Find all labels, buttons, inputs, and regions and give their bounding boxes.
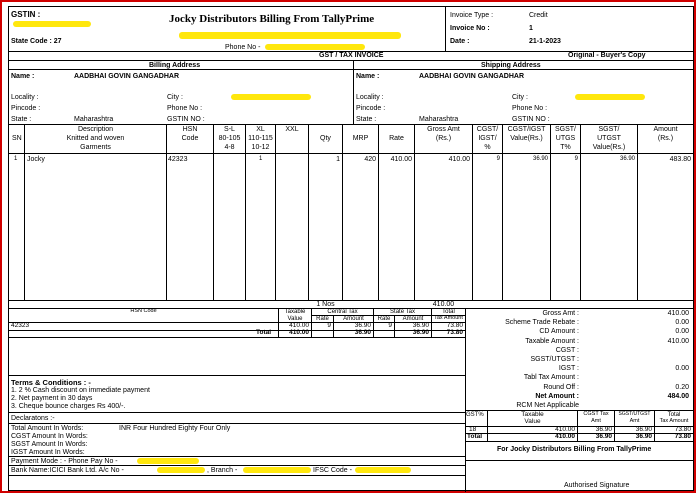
hsn-central: Central Tax	[327, 309, 358, 315]
hsn-row-taxable: 410.00	[289, 322, 309, 329]
invoice	[8, 6, 694, 491]
hsn-srate: Rate	[377, 316, 391, 322]
col-sl-3: 4-8	[224, 144, 235, 151]
gst-cgst-header: CGST Tax	[583, 411, 609, 417]
billing-heading: Billing Address	[149, 62, 201, 69]
summary-value: 0.00	[675, 319, 689, 327]
hsn-total-label: Total	[256, 329, 272, 336]
terms-line-2: 2. Net payment in 30 days	[11, 395, 93, 402]
summary-label: Net Amount :	[535, 392, 579, 400]
col-cval: CGST/IGST	[507, 126, 546, 133]
hsn-crate: Rate	[316, 316, 329, 322]
gstin-label: GSTIN :	[11, 10, 41, 19]
col-cgst-3: %	[484, 144, 491, 151]
gst-pct-header: GST%	[466, 412, 484, 418]
gst-row-pct: 18	[469, 426, 477, 433]
col-sn: SN	[12, 135, 22, 142]
total-gross: 410.00	[432, 301, 455, 308]
hsn-total-samt: 36.90	[412, 329, 429, 336]
billing-state-label: State :	[11, 116, 32, 123]
summary-value: 0.00	[675, 328, 689, 336]
hsn-row-code: 42323	[11, 322, 30, 329]
total-words-label: Total Amount In Words:	[11, 425, 84, 432]
col-rate: Rate	[389, 135, 404, 142]
invoice-no-label: Invoice No :	[450, 25, 490, 32]
ifsc-code: IFSC Code -	[313, 467, 352, 474]
col-desc: Description	[77, 126, 113, 133]
item-cgst-pct: 9	[496, 156, 500, 162]
hsn-row-samt: 36.90	[412, 322, 429, 329]
shipping-name-label: Name :	[356, 73, 380, 80]
declaration-heading: Declaratons :-	[11, 415, 55, 422]
col-sgst: SGST/	[554, 126, 576, 133]
phone-label: Phone No -	[225, 44, 261, 51]
hsn-camt: Amount	[343, 316, 364, 322]
col-sval: SGST/	[598, 126, 620, 133]
hsn-taxamt: Tax Amount	[434, 315, 463, 321]
item-sn: 1	[14, 156, 18, 162]
date: 21-1-2023	[529, 38, 561, 45]
col-amount-2: (Rs.)	[657, 135, 674, 142]
col-sl-2: 80-105	[218, 135, 241, 142]
item-sgst-val: 36.90	[619, 156, 635, 162]
redaction	[575, 94, 645, 100]
invoice-type: Credit	[529, 12, 548, 19]
col-qty: Qty	[320, 135, 331, 142]
hsn-code-header: HSN Code	[130, 308, 157, 314]
hsn-total-camt: 36.90	[354, 329, 371, 336]
col-xl: XL	[256, 126, 265, 133]
gst-cgst-header-2: Amt	[591, 418, 601, 424]
gst-total-total: 73.80	[674, 433, 691, 440]
gst-total-sgst: 36.90	[635, 433, 652, 440]
summary-label: Tabl Tax Amount :	[523, 374, 579, 382]
hsn-total-total: 73.80	[446, 329, 463, 336]
gst-taxable-header-2: Value	[524, 418, 541, 425]
summary-value: 0.20	[675, 383, 689, 391]
payment-mode: Payment Mode : - Phone Pay No -	[11, 458, 118, 465]
redaction	[157, 467, 205, 473]
hsn-row-camt: 36.90	[354, 322, 371, 329]
company-title: Jocky Distributors Billing From TallyPrime	[169, 13, 375, 25]
gst-total-label: Total	[467, 433, 483, 440]
item-rate: 410.00	[390, 156, 412, 163]
item-amount: 483.80	[669, 156, 691, 163]
invoice-no: 1	[529, 25, 533, 32]
shipping-locality-label: Locality :	[356, 94, 384, 101]
bank-name: Bank Name:ICICI Bank Ltd. A/c No -	[11, 467, 124, 474]
col-amount: Amount	[653, 126, 678, 133]
col-sl: S-L	[224, 126, 235, 133]
item-desc: Jocky	[27, 156, 45, 163]
col-gross-2: (Rs.)	[435, 135, 452, 142]
summary-label: CD Amount :	[539, 328, 579, 336]
terms-heading: Terms & Conditions : -	[11, 378, 91, 387]
gst-row-total: 73.80	[674, 426, 691, 433]
billing-name: AADBHAI GOVIN GANGADHAR	[74, 73, 179, 80]
billing-state: Maharashtra	[74, 116, 114, 123]
shipping-gstin-label: GSTIN NO :	[512, 116, 550, 123]
hsn-samt: Amount	[402, 316, 424, 322]
invoice-type-label: Invoice Type :	[450, 12, 494, 19]
gst-row-cgst: 36.90	[595, 426, 612, 433]
col-cgst: CGST/	[476, 126, 499, 133]
gst-taxable-header: Taxable	[521, 411, 544, 418]
col-hsn: HSN	[182, 126, 198, 133]
summary-label: SGST/UTGST :	[530, 356, 579, 363]
summary-label: Round Off :	[543, 383, 579, 391]
col-xl-3: 10-12	[251, 144, 270, 151]
summary-value: 410.00	[667, 310, 689, 317]
billing-city-label: City :	[167, 94, 183, 101]
col-sgst-3: T%	[560, 144, 571, 151]
gst-total-cgst: 36.90	[595, 433, 612, 440]
item-mrp: 420	[364, 156, 376, 163]
billing-name-label: Name :	[11, 73, 35, 80]
state-code: State Code : 27	[11, 38, 62, 45]
gst-row-sgst: 36.90	[635, 426, 652, 433]
col-desc-3: Garments	[80, 144, 111, 151]
col-sval-3: Value(Rs.)	[592, 144, 626, 151]
item-hsn: 42323	[168, 156, 188, 163]
item-xl: 1	[259, 156, 263, 162]
igst-words: IGST Amount In Words:	[11, 449, 85, 456]
shipping-city-label: City :	[512, 94, 528, 101]
col-hsn-2: Code	[181, 135, 199, 142]
gst-row-taxable: 410.00	[555, 426, 575, 433]
summary-label: IGST :	[558, 365, 579, 373]
sgst-words: SGST Amount In Words:	[11, 441, 88, 448]
date-label: Date :	[450, 38, 470, 45]
billing-locality-label: Locality :	[11, 94, 39, 101]
shipping-state-label: State :	[356, 116, 377, 123]
hsn-taxable-2: Value	[287, 316, 303, 322]
billing-phone-label: Phone No :	[167, 105, 203, 112]
invoice-banner: GST / TAX INVOICE	[319, 52, 384, 59]
redaction	[13, 21, 91, 27]
summary-label: Scheme Trade Rebate :	[505, 319, 579, 327]
gst-total-header-2: Tax Amount	[659, 418, 689, 424]
shipping-pincode-label: Pincode :	[356, 105, 386, 112]
redaction	[179, 32, 401, 39]
hsn-row-crate: 9	[327, 322, 331, 329]
item-cgst-val: 36.90	[532, 156, 548, 162]
col-desc-2: Knitted and woven	[66, 135, 125, 142]
col-sval-2: UTGST	[597, 135, 621, 142]
authorised-signature: Authorised Signature	[564, 482, 630, 489]
hsn-row-srate: 9	[388, 322, 392, 329]
shipping-state: Maharashtra	[419, 116, 459, 123]
total-words: INR Four Hundred Eighty Four Only	[119, 425, 231, 432]
hsn-taxable: Taxable	[284, 309, 306, 315]
shipping-name: AADBHAI GOVIN GANGADHAR	[419, 73, 524, 80]
summary-label: Taxable Amount :	[525, 337, 579, 345]
col-sgst-2: UTGS	[555, 135, 576, 142]
col-gross: Gross Amt	[427, 126, 460, 133]
copy-label: Original - Buyer's Copy	[568, 52, 646, 59]
redaction	[355, 467, 411, 473]
redaction	[243, 467, 311, 473]
item-qty: 1	[336, 156, 340, 163]
col-xl-2: 110-115	[248, 135, 273, 142]
shipping-heading: Shipping Address	[481, 62, 541, 69]
for-company: For Jocky Distributors Billing From TallyPrime	[497, 446, 652, 453]
hsn-state: State Tax	[390, 309, 415, 315]
col-xxl: XXL	[285, 126, 299, 133]
col-cgst-2: IGST/	[478, 135, 497, 142]
summary-value: 484.00	[667, 392, 689, 400]
shipping-phone-label: Phone No :	[512, 105, 548, 112]
hsn-total: Total	[442, 309, 455, 315]
gst-sgst-header-2: Amt	[629, 418, 640, 424]
item-gross: 410.00	[448, 156, 470, 163]
redaction	[231, 94, 311, 100]
cgst-words: CGST Amount In Words:	[11, 433, 88, 440]
gst-total-header: Total	[667, 412, 681, 418]
summary-value: 410.00	[667, 337, 689, 345]
terms-line-3: 3. Cheque bounce charges Rs 400/-.	[11, 403, 126, 410]
billing-pincode-label: Pincode :	[11, 105, 41, 112]
item-sgst-pct: 9	[574, 156, 578, 162]
summary-value: 0.00	[675, 365, 689, 373]
gst-sgst-header: SGST/UTGST	[618, 411, 651, 417]
col-cval-2: Value(Rs.)	[510, 135, 543, 142]
hsn-total-taxable: 410.00	[289, 329, 309, 336]
summary-label: Gross Amt :	[542, 310, 579, 317]
redaction	[137, 458, 199, 464]
billing-gstin-label: GSTIN NO :	[167, 116, 205, 123]
col-mrp: MRP	[352, 135, 369, 142]
total-nos: 1 Nos	[316, 301, 335, 308]
bank-branch: , Branch -	[207, 467, 238, 474]
redaction	[265, 44, 365, 50]
summary-label: RCM Net Applicable	[516, 402, 579, 409]
gst-total-taxable: 410.00	[555, 433, 575, 440]
hsn-row-total: 73.80	[446, 322, 463, 329]
terms-line-1: 1. 2 % Cash discount on immediate payment	[11, 387, 150, 394]
summary-label: CGST :	[555, 346, 579, 354]
